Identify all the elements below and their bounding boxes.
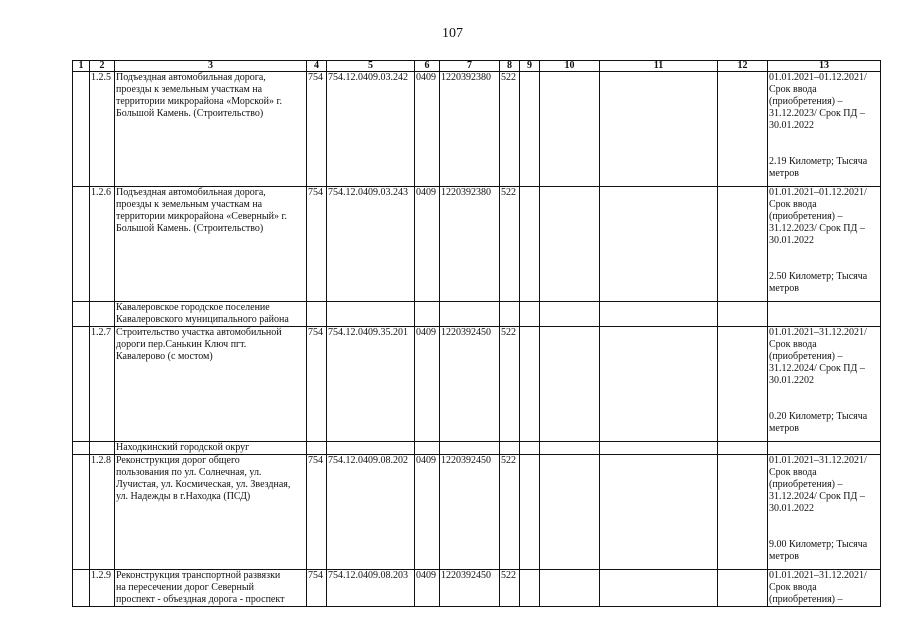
header-col-7: 7: [440, 61, 500, 72]
cell-col-9: [520, 187, 540, 302]
cell-col-12: [718, 442, 768, 455]
table-row: [73, 72, 881, 187]
cell-col-5: 754.12.0409.03.242: [327, 72, 415, 187]
cell-col-13: 01.01.2021–31.12.2021/ Срок ввода (приобретения) – 31.12.2024/ Срок ПД – 30.01.2202 0.20 Километр; Тысяча метров: [768, 327, 881, 442]
row-number: 1.2.6: [90, 187, 115, 302]
cell-col-9: [520, 570, 540, 607]
cell-col-8: 522: [500, 455, 520, 570]
table-row: [73, 187, 881, 302]
cell-col-11: [600, 187, 718, 302]
cell-col-9: [520, 442, 540, 455]
cell-col-5: 754.12.0409.35.201: [327, 327, 415, 442]
cell-col-8: 522: [500, 327, 520, 442]
cell-col-12: [718, 570, 768, 607]
table-row: [73, 327, 881, 442]
cell-col-6: [415, 442, 440, 455]
cell-col-7: [440, 302, 500, 327]
object-name: Реконструкция транспортной развязки на пересечении дорог Северный проспект - объездная дорога - проспект: [115, 570, 307, 607]
cell-col-4: 754: [307, 72, 327, 187]
header-col-12: 12: [718, 61, 768, 72]
table-row: [73, 455, 881, 570]
cell-col-8: 522: [500, 570, 520, 607]
cell-col-7: 1220392380: [440, 72, 500, 187]
cell-col-6: 0409: [415, 455, 440, 570]
cell-col-1: [73, 302, 90, 327]
cell-col-2: [90, 442, 115, 455]
row-number: 1.2.8: [90, 455, 115, 570]
region-row: [73, 442, 881, 455]
cell-col-9: [520, 302, 540, 327]
cell-col-12: [718, 455, 768, 570]
cell-col-6: [415, 302, 440, 327]
cell-col-8: [500, 302, 520, 327]
cell-col-10: [540, 570, 600, 607]
header-row: [73, 61, 881, 72]
cell-col-5: 754.12.0409.08.203: [327, 570, 415, 607]
cell-col-7: 1220392450: [440, 455, 500, 570]
cell-col-10: [540, 187, 600, 302]
cell-col-4: 754: [307, 570, 327, 607]
cell-col-12: [718, 187, 768, 302]
cell-col-13: 01.01.2021–01.12.2021/ Срок ввода (приобретения) – 31.12.2023/ Срок ПД – 30.01.2022 2.50 Километр; Тысяча метров: [768, 187, 881, 302]
cell-col-13: [768, 302, 881, 327]
cell-col-10: [540, 327, 600, 442]
cell-col-11: [600, 327, 718, 442]
header-col-9: 9: [520, 61, 540, 72]
cell-col-4: 754: [307, 187, 327, 302]
cell-col-7: 1220392450: [440, 327, 500, 442]
cell-col-1: [73, 570, 90, 607]
cell-col-1: [73, 442, 90, 455]
row-number: 1.2.5: [90, 72, 115, 187]
cell-col-8: 522: [500, 72, 520, 187]
cell-col-1: [73, 72, 90, 187]
cell-col-13: [768, 442, 881, 455]
header-col-10: 10: [540, 61, 600, 72]
cell-col-12: [718, 327, 768, 442]
cell-col-1: [73, 455, 90, 570]
cell-col-8: [500, 442, 520, 455]
header-col-4: 4: [307, 61, 327, 72]
row-number: 1.2.7: [90, 327, 115, 442]
row-number: 1.2.9: [90, 570, 115, 607]
region-row: [73, 302, 881, 327]
object-name: Подъездная автомобильная дорога, проезды к земельным участкам на территории микрорайона «Северный» г. Большой Камень. (Строительство): [115, 187, 307, 302]
cell-col-1: [73, 187, 90, 302]
cell-col-6: 0409: [415, 72, 440, 187]
cell-col-4: [307, 442, 327, 455]
object-name: Реконструкция дорог общего пользования по ул. Солнечная, ул. Лучистая, ул. Космическая, ул. Звездная, ул. Надежды в г.Находка (ПСД): [115, 455, 307, 570]
budget-table: [72, 60, 881, 607]
cell-col-7: 1220392450: [440, 570, 500, 607]
table-row: [73, 570, 881, 607]
header-col-11: 11: [600, 61, 718, 72]
object-name: Подъездная автомобильная дорога, проезды к земельным участкам на территории микрорайона «Морской» г. Большой Камень. (Строительство): [115, 72, 307, 187]
cell-col-2: [90, 302, 115, 327]
cell-col-6: 0409: [415, 187, 440, 302]
cell-col-12: [718, 72, 768, 187]
cell-col-5: 754.12.0409.03.243: [327, 187, 415, 302]
cell-col-5: 754.12.0409.08.202: [327, 455, 415, 570]
cell-col-10: [540, 72, 600, 187]
cell-col-8: 522: [500, 187, 520, 302]
header-col-8: 8: [500, 61, 520, 72]
region-name: Кавалеровское городское поселение Кавалеровского муниципального района: [115, 302, 307, 327]
header-col-6: 6: [415, 61, 440, 72]
cell-col-7: 1220392380: [440, 187, 500, 302]
cell-col-11: [600, 455, 718, 570]
cell-col-1: [73, 327, 90, 442]
header-col-1: 1: [73, 61, 90, 72]
cell-col-7: [440, 442, 500, 455]
cell-col-11: [600, 72, 718, 187]
cell-col-13: 01.01.2021–31.12.2021/ Срок ввода (приобретения) –: [768, 570, 881, 607]
cell-col-13: 01.01.2021–01.12.2021/ Срок ввода (приобретения) – 31.12.2023/ Срок ПД – 30.01.2022 2.19 Километр; Тысяча метров: [768, 72, 881, 187]
header-col-2: 2: [90, 61, 115, 72]
page-number: 107: [442, 26, 463, 41]
header-col-13: 13: [768, 61, 881, 72]
cell-col-10: [540, 302, 600, 327]
cell-col-9: [520, 455, 540, 570]
cell-col-6: 0409: [415, 327, 440, 442]
cell-col-5: [327, 302, 415, 327]
cell-col-10: [540, 455, 600, 570]
cell-col-4: 754: [307, 327, 327, 442]
cell-col-4: [307, 302, 327, 327]
cell-col-11: [600, 570, 718, 607]
object-name: Строительство участка автомобильной дороги пер.Санькин Ключ пгт. Кавалерово (с мостом): [115, 327, 307, 442]
cell-col-9: [520, 72, 540, 187]
cell-col-11: [600, 442, 718, 455]
cell-col-11: [600, 302, 718, 327]
cell-col-6: 0409: [415, 570, 440, 607]
region-name: Находкинский городской округ: [115, 442, 307, 455]
cell-col-9: [520, 327, 540, 442]
cell-col-13: 01.01.2021–31.12.2021/ Срок ввода (приобретения) – 31.12.2024/ Срок ПД – 30.01.2022 9.00 Километр; Тысяча метров: [768, 455, 881, 570]
header-col-3: 3: [115, 61, 307, 72]
header-col-5: 5: [327, 61, 415, 72]
cell-col-4: 754: [307, 455, 327, 570]
cell-col-10: [540, 442, 600, 455]
cell-col-12: [718, 302, 768, 327]
cell-col-5: [327, 442, 415, 455]
